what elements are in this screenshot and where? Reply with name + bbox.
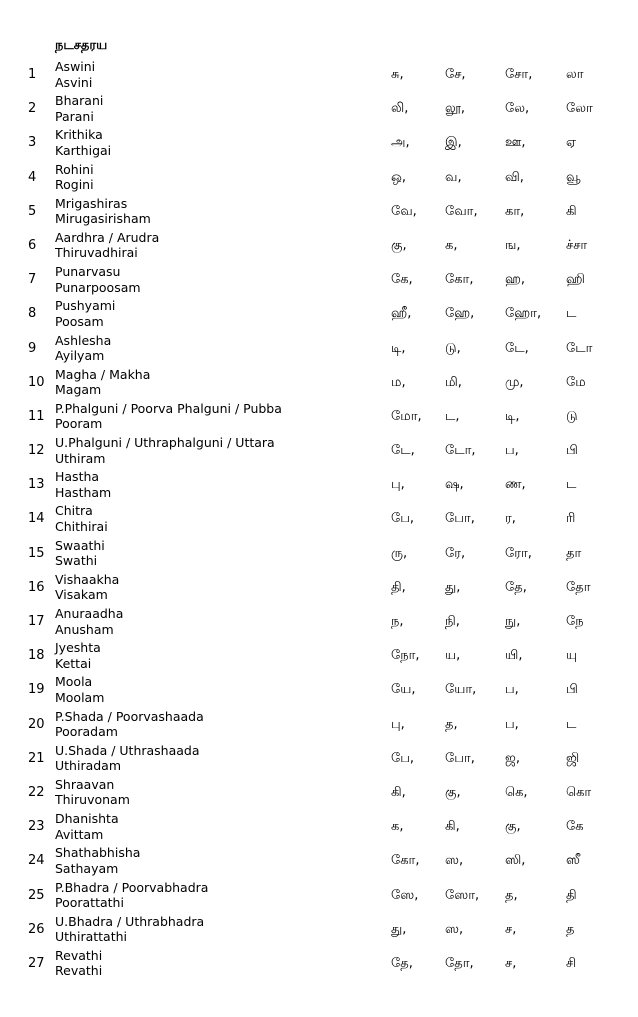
nakshatra-row: [0, 880, 638, 914]
star-names: [55, 674, 104, 705]
star-name: Shathabhisha: [55, 845, 141, 861]
star-names: [55, 572, 119, 603]
nakshatra-row: [0, 435, 638, 469]
syllable: லி,: [391, 101, 409, 117]
star-name: Moola: [55, 674, 93, 690]
row-number: 10: [28, 374, 45, 390]
syllable: தா: [566, 545, 582, 561]
syllable: கு,: [391, 237, 407, 253]
star-name-tamil: Revathi: [55, 963, 103, 979]
syllable: ஹ,: [505, 272, 526, 288]
syllable: டி,: [505, 408, 520, 424]
star-name: Aardhra / Arudra: [55, 229, 160, 245]
row-number: 18: [28, 648, 45, 664]
syllable: ஷ,: [445, 477, 464, 493]
star-name-tamil: Poorattathi: [55, 895, 124, 910]
syllable: ட,: [445, 408, 460, 424]
syllable: இ,: [445, 135, 462, 151]
syllable: டோ: [566, 340, 593, 356]
star-name-tamil: Ayilyam: [55, 348, 105, 363]
star-names: [55, 401, 282, 432]
star-name: Pushyami: [55, 298, 116, 314]
syllable: பு,: [391, 716, 405, 732]
star-names: [55, 264, 141, 295]
syllable: பே,: [391, 511, 415, 527]
syllable: பி: [566, 682, 578, 698]
syllable: ஹே,: [445, 306, 475, 322]
star-names: [55, 777, 130, 808]
syllable: ந,: [391, 614, 404, 629]
star-name-tamil: Chithirai: [55, 518, 108, 534]
star-names: [55, 230, 159, 261]
syllable: ஸோ,: [445, 887, 480, 903]
star-name: Anuraadha: [55, 606, 124, 621]
syllable: யு: [566, 648, 578, 664]
syllable: டோ,: [445, 443, 476, 459]
nakshatra-row: [0, 127, 638, 161]
syllable: ஹீ,: [391, 306, 412, 322]
nakshatra-row: [0, 777, 638, 811]
star-name: Chitra: [55, 503, 93, 519]
syllable: மு,: [505, 374, 524, 390]
syllable: ண,: [505, 477, 526, 493]
star-names: [55, 333, 111, 364]
syllable: டு,: [445, 340, 461, 356]
star-name: P.Shada / Poorvashaada: [55, 708, 204, 724]
star-name-tamil: Pooram: [55, 416, 103, 432]
syllable: வோ,: [445, 203, 478, 219]
row-number: 15: [28, 545, 45, 561]
syllable: நே: [566, 614, 584, 629]
star-name: Swaathi: [55, 537, 105, 553]
syllable: தி: [566, 887, 577, 903]
syllable: ட: [566, 306, 577, 322]
syllable: ஸே,: [391, 887, 419, 903]
syllable: ட: [566, 477, 577, 493]
star-names: [55, 127, 111, 158]
nakshatra-row: [0, 469, 638, 503]
star-name: P.Bhadra / Poorvabhadra: [55, 879, 209, 895]
row-number: 8: [28, 306, 37, 322]
row-number: 4: [28, 169, 37, 185]
row-number: 27: [28, 955, 45, 971]
syllable: ச்சா: [566, 237, 588, 253]
syllable: லே,: [505, 101, 530, 117]
star-names: [55, 367, 150, 398]
star-name: Magha / Makha: [55, 366, 151, 382]
nakshatra-row: [0, 298, 638, 332]
nakshatra-row: [0, 743, 638, 777]
syllable: க,: [391, 819, 404, 835]
syllable: கே,: [391, 272, 413, 288]
syllable: வி,: [505, 169, 524, 185]
syllable: டே,: [391, 443, 415, 459]
syllable: ஹி: [566, 272, 585, 288]
syllable: வூ: [566, 169, 581, 185]
star-names: [55, 606, 123, 637]
row-number: 16: [28, 579, 45, 595]
nakshatra-row: [0, 230, 638, 264]
syllable: ச,: [505, 955, 517, 971]
star-name-tamil: Kettai: [55, 655, 92, 671]
star-name: Rohini: [55, 161, 94, 177]
star-name: U.Shada / Uthrashaada: [55, 742, 200, 758]
table-heading: நடசதரய: [55, 38, 108, 53]
syllable: ர,: [505, 511, 516, 527]
star-name: Jyeshta: [55, 640, 101, 656]
syllable: கோ,: [391, 853, 420, 869]
syllable: கொ: [566, 784, 592, 800]
star-name: Dhanishta: [55, 811, 119, 827]
syllable: சே,: [445, 67, 466, 82]
star-name-tamil: Anusham: [55, 621, 114, 637]
syllable: ஜ,: [505, 750, 520, 766]
star-name-tamil: Poosam: [55, 313, 104, 329]
syllable: லோ: [566, 101, 593, 117]
star-name-tamil: Hastham: [55, 484, 112, 500]
row-number: 3: [28, 135, 37, 151]
row-number: 5: [28, 203, 37, 219]
star-name-tamil: Avittam: [55, 826, 104, 842]
row-number: 9: [28, 340, 37, 356]
row-number: 20: [28, 716, 45, 732]
syllable: ரு,: [391, 545, 408, 561]
star-name: Punarvasu: [55, 264, 121, 280]
syllable: தோ: [566, 579, 591, 595]
star-names: [55, 538, 105, 569]
syllable: ஸி,: [505, 853, 526, 869]
row-number: 11: [28, 408, 45, 424]
syllable: நு,: [505, 614, 521, 629]
syllable: ச,: [505, 921, 517, 937]
star-names: [55, 709, 204, 740]
syllable: ங,: [505, 237, 521, 253]
nakshatra-row: [0, 162, 638, 196]
star-name: Bharani: [55, 93, 104, 109]
syllable: போ,: [445, 750, 475, 766]
star-names: [55, 948, 102, 979]
syllable: பு,: [391, 477, 405, 493]
row-number: 12: [28, 443, 45, 459]
syllable: லூ,: [445, 101, 466, 117]
syllable: கே: [566, 819, 584, 835]
row-number: 19: [28, 682, 45, 698]
nakshatra-list: [0, 59, 638, 982]
nakshatra-row: [0, 572, 638, 606]
syllable: கெ,: [505, 784, 528, 800]
star-name: Revathi: [55, 947, 103, 963]
syllable: கா,: [505, 203, 525, 219]
syllable: து,: [445, 579, 461, 595]
star-name: Hastha: [55, 469, 100, 485]
syllable: கி: [566, 203, 577, 219]
nakshatra-row: [0, 674, 638, 708]
syllable: ப,: [505, 443, 519, 459]
star-name: P.Phalguni / Poorva Phalguni / Pubba: [55, 400, 282, 416]
syllable: ஸ,: [445, 921, 464, 937]
star-name-tamil: Thiruvadhirai: [55, 245, 138, 261]
star-name-tamil: Swathi: [55, 553, 98, 569]
row-number: 23: [28, 819, 45, 835]
syllable: கு,: [445, 784, 461, 800]
row-number: 13: [28, 477, 45, 493]
star-name-tamil: Asvini: [55, 74, 93, 90]
star-names: [55, 914, 204, 945]
nakshatra-row: [0, 845, 638, 879]
row-number: 25: [28, 887, 45, 903]
star-name: Mrigashiras: [55, 195, 128, 211]
nakshatra-row: [0, 264, 638, 298]
syllable: ய,: [445, 648, 461, 664]
syllable: ப,: [505, 682, 519, 698]
syllable: வே,: [391, 203, 417, 219]
syllable: சோ,: [505, 67, 533, 82]
nakshatra-row: [0, 914, 638, 948]
syllable: ஜி: [566, 750, 580, 766]
syllable: நோ,: [391, 648, 420, 664]
row-number: 2: [28, 101, 37, 117]
star-name: Shraavan: [55, 776, 115, 792]
syllable: யி,: [505, 648, 523, 664]
syllable: கு,: [505, 819, 521, 835]
syllable: வ,: [445, 169, 462, 185]
star-name-tamil: Mirugasirisham: [55, 211, 151, 227]
nakshatra-row: [0, 333, 638, 367]
syllable: மி,: [445, 374, 462, 390]
syllable: தி,: [391, 579, 406, 595]
syllable: க,: [445, 237, 458, 253]
star-name-tamil: Rogini: [55, 177, 94, 193]
row-number: 21: [28, 750, 45, 766]
star-names: [55, 93, 103, 124]
syllable: லா: [566, 67, 584, 82]
nakshatra-row: [0, 503, 638, 537]
syllable: டே,: [505, 340, 529, 356]
star-names: [55, 811, 119, 842]
star-name-tamil: Magam: [55, 382, 102, 398]
syllable: அ,: [391, 135, 410, 151]
syllable: போ,: [445, 511, 475, 527]
star-names: [55, 196, 151, 227]
star-name: Krithika: [55, 127, 103, 143]
syllable: ரி: [566, 511, 576, 527]
syllable: த,: [505, 887, 518, 903]
syllable: து,: [391, 921, 407, 937]
star-names: [55, 880, 208, 911]
nakshatra-row: [0, 640, 638, 674]
syllable: டு: [566, 408, 578, 424]
row-number: 7: [28, 272, 37, 288]
star-name-tamil: Pooradam: [55, 724, 118, 740]
nakshatra-row: [0, 709, 638, 743]
star-name-tamil: Parani: [55, 108, 94, 124]
row-number: 22: [28, 784, 45, 800]
star-names: [55, 640, 101, 671]
syllable: ஸ,: [445, 853, 464, 869]
star-names: [55, 503, 108, 534]
syllable: சு,: [391, 67, 404, 82]
syllable: மோ,: [391, 408, 422, 424]
syllable: ப,: [505, 716, 519, 732]
syllable: த: [566, 921, 575, 937]
syllable: யோ,: [445, 682, 477, 698]
row-number: 17: [28, 614, 45, 629]
nakshatra-row: [0, 811, 638, 845]
star-name-tamil: Uthirattathi: [55, 929, 128, 945]
row-number: 6: [28, 237, 37, 253]
star-name: Ashlesha: [55, 332, 112, 348]
syllable: தோ,: [445, 955, 474, 971]
syllable: ட: [566, 716, 577, 732]
star-name-tamil: Punarpoosam: [55, 279, 141, 295]
star-name-tamil: Moolam: [55, 689, 105, 705]
syllable: டி,: [391, 340, 406, 356]
syllable: ஏ: [566, 135, 577, 151]
syllable: ரோ,: [505, 545, 532, 561]
syllable: கோ,: [445, 272, 474, 288]
star-names: [55, 469, 111, 500]
syllable: ரே,: [445, 545, 466, 561]
row-number: 24: [28, 853, 45, 869]
star-name: U.Bhadra / Uthrabhadra: [55, 913, 205, 929]
star-name-tamil: Visakam: [55, 587, 108, 603]
star-name-tamil: Thiruvonam: [55, 792, 130, 808]
syllable: யே,: [391, 682, 416, 698]
star-name-tamil: Uthiradam: [55, 758, 122, 774]
syllable: சி: [566, 955, 577, 971]
nakshatra-row: [0, 401, 638, 435]
star-names: [55, 298, 115, 329]
nakshatra-row: [0, 606, 638, 640]
star-name-tamil: Uthiram: [55, 450, 106, 466]
star-names: [55, 59, 95, 90]
nakshatra-row: [0, 93, 638, 127]
syllable: ஸீ: [566, 853, 580, 869]
star-name: U.Phalguni / Uthraphalguni / Uttara: [55, 435, 275, 451]
nakshatra-row: [0, 59, 638, 93]
syllable: கி,: [391, 784, 406, 800]
row-number: 1: [28, 67, 37, 82]
nakshatra-row: [0, 538, 638, 572]
row-number: 14: [28, 511, 45, 527]
syllable: ஊ,: [505, 135, 526, 151]
nakshatra-row: [0, 367, 638, 401]
syllable: ஒ,: [391, 169, 407, 185]
star-names: [55, 845, 140, 876]
syllable: த,: [445, 716, 458, 732]
star-names: [55, 162, 94, 193]
syllable: கி,: [445, 819, 460, 835]
star-names: [55, 743, 200, 774]
syllable: நி,: [445, 614, 460, 629]
syllable: ஹோ,: [505, 306, 542, 322]
syllable: தே,: [505, 579, 527, 595]
star-name: Aswini: [55, 59, 96, 74]
star-name-tamil: Sathayam: [55, 860, 119, 876]
star-names: [55, 435, 275, 466]
star-name-tamil: Karthigai: [55, 142, 112, 158]
star-name: Vishaakha: [55, 571, 120, 587]
syllable: தே,: [391, 955, 413, 971]
nakshatra-row: [0, 196, 638, 230]
nakshatra-row: [0, 948, 638, 982]
row-number: 26: [28, 921, 45, 937]
syllable: பே,: [391, 750, 415, 766]
syllable: மே: [566, 374, 586, 390]
syllable: பி: [566, 443, 578, 459]
syllable: ம,: [391, 374, 406, 390]
